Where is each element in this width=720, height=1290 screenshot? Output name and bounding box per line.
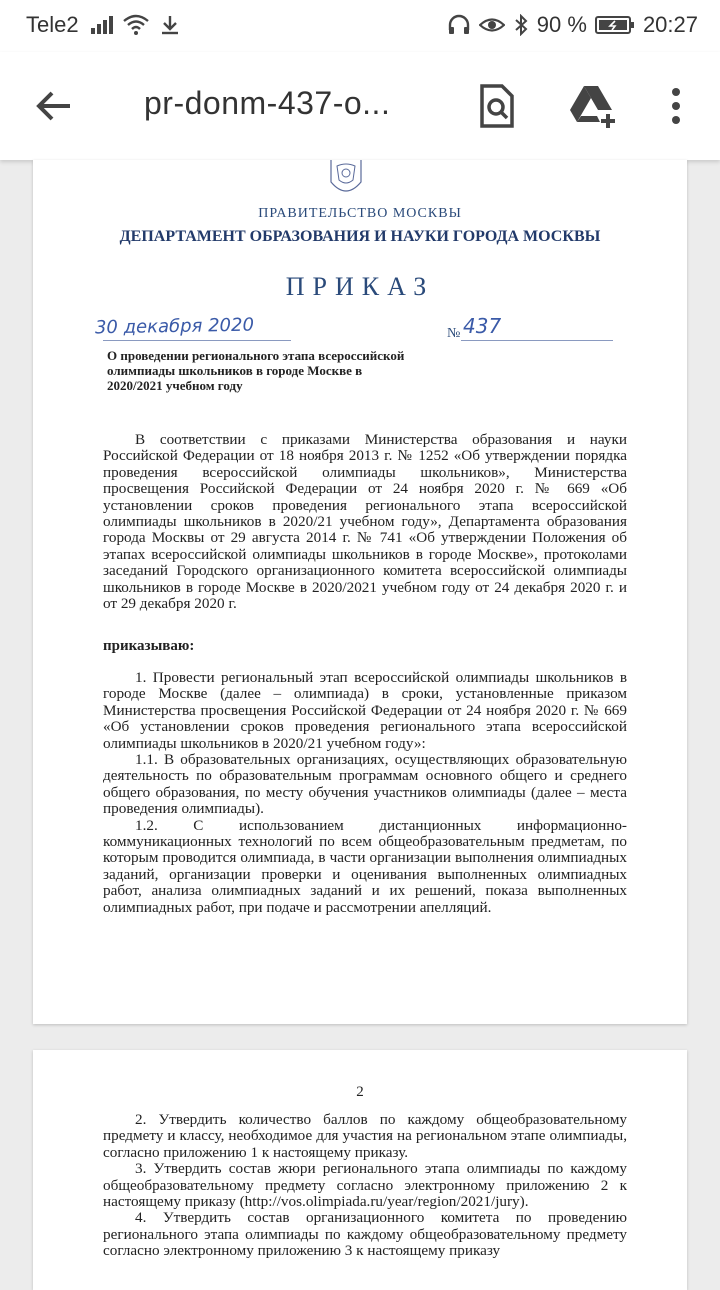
clock: 20:27: [642, 12, 698, 37]
signal-icon: [89, 14, 113, 36]
add-to-drive-icon[interactable]: [566, 80, 618, 132]
order-item-1-1: 1.1. В образовательных организациях, осуществляющих образовательную деятельность по образовательным программам основного общего и среднего общего образования, по месту обучения участников олимпиады (далее – места проведения олимпиады).: [103, 751, 627, 818]
document-page-1: [33, 160, 687, 1024]
preamble: [103, 432, 627, 612]
government-title: ПРАВИТЕЛЬСТВО МОСКВЫ: [258, 206, 462, 221]
date-underline: [103, 340, 291, 341]
order-item-1: 1. Провести региональный этап всероссийской олимпиады школьников в городе Москве (далее – олимпиада) в сроки, установленные приказом Министерства просвещения Российской Федерации от 24 ноября 2020 г. № 669 «Об установлении сроков проведения регионального этапа всероссийской олимпиады школьников в 2020/21 учебном году»:: [103, 669, 627, 752]
more-vert-icon[interactable]: [650, 80, 702, 132]
order-item-4: 4. Утвердить состав организационного комитета по проведению регионального этапа олимпиады по каждому общеобразовательному предмету согласно электронному приложению 3 к настоящему приказу: [103, 1209, 627, 1260]
download-icon: [159, 14, 181, 36]
bluetooth-icon: [513, 14, 529, 36]
order-item-1-2: 1.2. С использованием дистанционных информационно-коммуникационных технологий по всем общеобразовательным предметам, по которым проводится олимпиада, в части организации выполнения олимпиадных заданий, организации проверки и оценивания выполненных олимпиадных работ, анализа олимпиадных заданий и их решений, показа выполненных олимпиадных работ, при подаче и рассмотрении апелляций.: [103, 816, 627, 916]
battery-icon: [595, 14, 635, 36]
number-label: №: [447, 326, 461, 341]
back-arrow-icon[interactable]: [30, 82, 78, 130]
document-title: pr-donm-437-o...: [144, 85, 391, 121]
wifi-icon: [123, 14, 149, 36]
order-heading: ПРИКАЗ: [285, 272, 435, 301]
order-subject: О проведении регионального этапа всероссийской олимпиады школьников в городе Москве в 2020/2021 учебном году: [107, 348, 405, 393]
handwritten-number: 437: [463, 314, 502, 338]
order-item-3: 3. Утвердить состав жюри регионального этапа олимпиады по каждому общеобразовательному предмету согласно электронному приложению 2 к настоящему приказу (http://vos.olimpiada.ru/year/region/2021/jury).: [103, 1160, 627, 1211]
search-document-icon[interactable]: [470, 80, 522, 132]
page2-items: [103, 1112, 627, 1260]
status-bar: [0, 0, 720, 52]
order-item-2: 2. Утвердить количество баллов по каждому общеобразовательному предмету и классу, необходимое для участия на региональном этапе олимпиады, согласно приложению 1 к настоящему приказу.: [103, 1111, 627, 1161]
document-page-2: [33, 1050, 687, 1290]
moscow-coat-of-arms-icon: [329, 160, 363, 196]
battery-percent: 90 %: [536, 12, 587, 37]
app-bar: [0, 52, 720, 160]
headphones-icon: [447, 14, 471, 36]
handwritten-date: 30 декабря 2020: [94, 314, 255, 339]
order-items: [103, 670, 627, 916]
order-word: приказываю:: [103, 638, 195, 654]
page-number: 2: [356, 1084, 364, 1100]
department-title: ДЕПАРТАМЕНТ ОБРАЗОВАНИЯ И НАУКИ ГОРОДА МОСКВЫ: [119, 228, 601, 245]
preamble-text: В соответствии с приказами Министерства образования и науки Российской Федерации от 18 ноября 2013 г. № 1252 «Об утверждении порядка проведения всероссийской олимпиады школьников», Министерства просвещения Российской Федерации от 24 ноября 2020 г. № 669 «Об установлении сроков проведения регионального этапа всероссийской олимпиады школьников в 2020/21 учебном году», Департамента образования города Москвы от 29 августа 2014 г. № 741 «Об утверждении Положения об этапах всероссийской олимпиады школьников в городе Москве», протоколами заседаний Городского организационного комитета всероссийской олимпиады школьников в городе Москве в 2020/2021 учебном году от 24 декабря 2020 г. и от 29 декабря 2020 г.: [103, 431, 627, 613]
number-underline: [461, 340, 613, 341]
eye-icon: [479, 14, 505, 36]
carrier-name: Tele2: [26, 12, 79, 37]
